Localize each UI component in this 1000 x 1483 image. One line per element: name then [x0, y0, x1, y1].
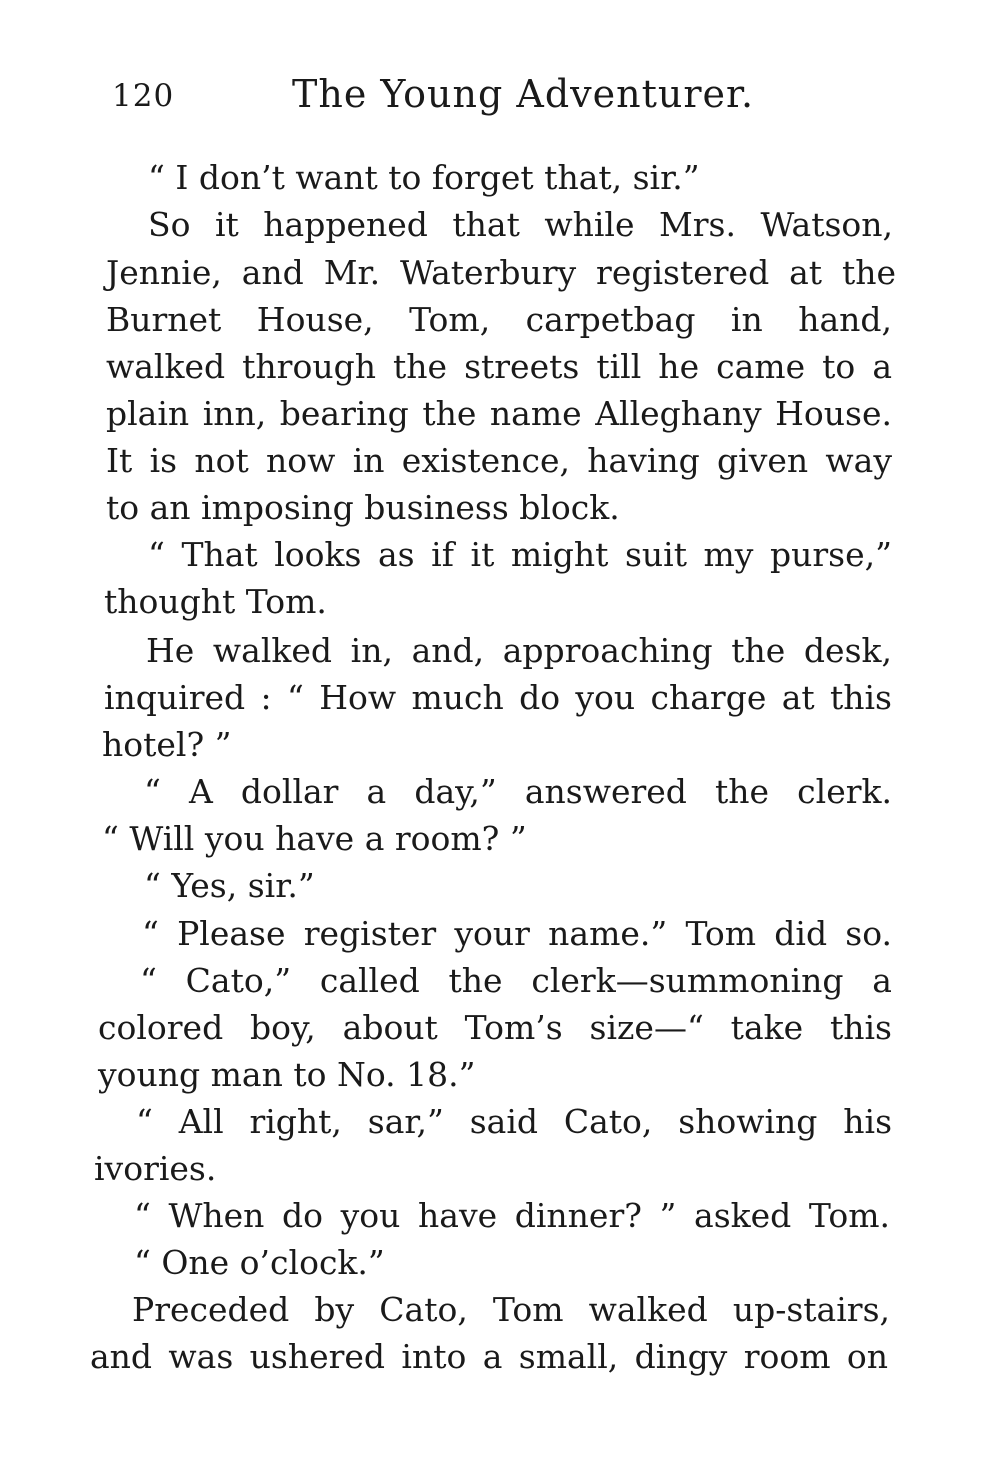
- text-line: “ That looks as if it might suit my purse,”: [148, 535, 892, 574]
- text-line: “ I don’t want to forget that, sir.”: [148, 158, 700, 197]
- text-line: “ Please register your name.” Tom did so.: [142, 914, 892, 953]
- text-line: hotel? ”: [102, 725, 232, 764]
- text-line: “ When do you have dinner? ” asked Tom.: [134, 1196, 890, 1235]
- text-line: Burnet House, Tom, carpetbag in hand,: [106, 300, 892, 339]
- text-line: and was ushered into a small, dingy room on: [90, 1337, 888, 1376]
- text-line: to an imposing business block.: [106, 488, 620, 527]
- text-line: “ One o’clock.”: [134, 1243, 385, 1282]
- text-line: thought Tom.: [104, 582, 327, 621]
- text-line: inquired : “ How much do you charge at this: [104, 678, 892, 717]
- text-line: “ Yes, sir.”: [144, 866, 315, 905]
- text-line: colored boy, about Tom’s size—“ take this: [98, 1008, 892, 1047]
- text-line: young man to No. 18.”: [98, 1055, 476, 1094]
- text-line: Preceded by Cato, Tom walked up-stairs,: [132, 1290, 890, 1329]
- text-line: ivories.: [94, 1149, 217, 1188]
- page-header: [112, 72, 892, 124]
- text-line: It is not now in existence, having given way: [106, 441, 892, 480]
- text-line: “ Will you have a room? ”: [102, 819, 527, 858]
- text-line: He walked in, and, approaching the desk,: [146, 631, 892, 670]
- text-line: plain inn, bearing the name Alleghany House.: [106, 394, 892, 433]
- text-line: “ All right, sar,” said Cato, showing his: [136, 1102, 892, 1141]
- text-line: walked through the streets till he came to a: [106, 347, 892, 386]
- text-line: So it happened that while Mrs. Watson,: [148, 205, 893, 244]
- text-line: “ A dollar a day,” answered the clerk.: [144, 772, 892, 811]
- text-line: Jennie, and Mr. Waterbury registered at the: [106, 253, 896, 292]
- text-line: “ Cato,” called the clerk—summoning a: [140, 961, 892, 1000]
- running-title: The Young Adventurer.: [292, 72, 755, 116]
- page-number: 120: [112, 78, 175, 114]
